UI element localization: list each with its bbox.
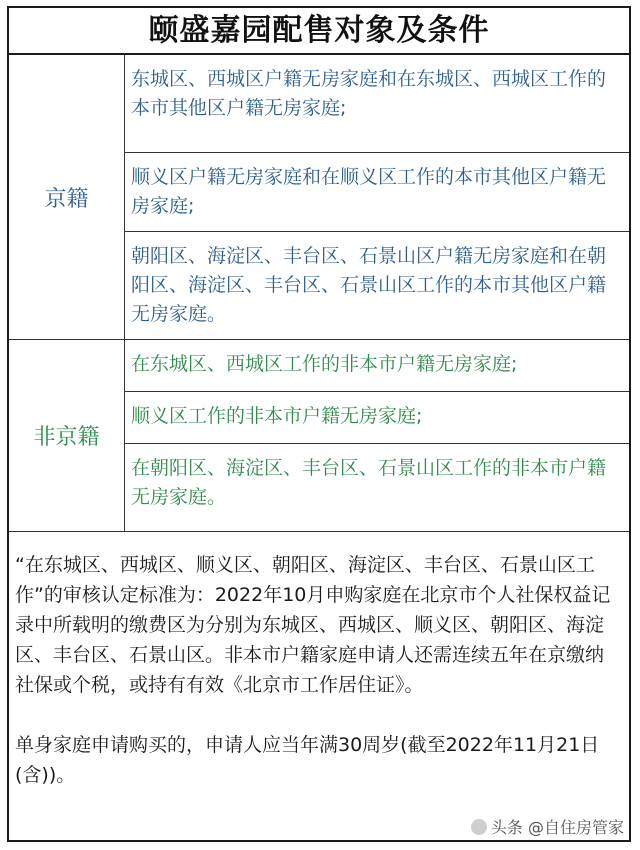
beijing-section [9,55,629,340]
non-beijing-label: 非京籍 [9,340,125,531]
non-beijing-condition-2: 顺义区工作的非本市户籍无房家庭; [125,392,629,444]
beijing-condition-3: 朝阳区、海淀区、丰台区、石景山区户籍无房家庭和在朝阳区、海淀区、丰台区、石景山区工作的本市其他区户籍无房家庭。 [131,245,607,325]
policy-table [7,6,631,842]
non-beijing-condition-3: 在朝阳区、海淀区、丰台区、石景山区工作的非本市户籍无房家庭。 [131,457,607,508]
non-beijing-section [9,340,629,532]
page-title: 颐盛嘉园配售对象及条件 [9,8,629,55]
note-single-family: 单身家庭申请购买的，申请人应当年满30周岁(截至2022年11月21日(含))。 [15,734,600,786]
watermark-logo-icon [471,819,487,835]
note-work-criteria: “在东城区、西城区、顺义区、朝阳区、海淀区、丰台区、石景山区工作”的审核认定标准为：2022年10月申购家庭在北京市个人社保权益记录中所载明的缴费区为分别为东城区、西城区、顺义区、朝阳区、海淀区、丰台区、石景山区。非本市户籍家庭申请人还需连续五年在京缴纳社保或个税，或持有有效《北京市工作居住证》。 [15,554,611,696]
watermark [471,815,624,838]
notes-section [9,532,629,790]
watermark-text: 头条 @自住房管家 [490,818,624,837]
beijing-condition-1: 东城区、西城区户籍无房家庭和在东城区、西城区工作的本市其他区户籍无房家庭; [125,55,629,153]
beijing-label: 京籍 [9,55,125,339]
non-beijing-condition-1: 在东城区、西城区工作的非本市户籍无房家庭; [125,340,629,392]
beijing-condition-2: 顺义区户籍无房家庭和在顺义区工作的本市其他区户籍无房家庭; [125,153,629,232]
